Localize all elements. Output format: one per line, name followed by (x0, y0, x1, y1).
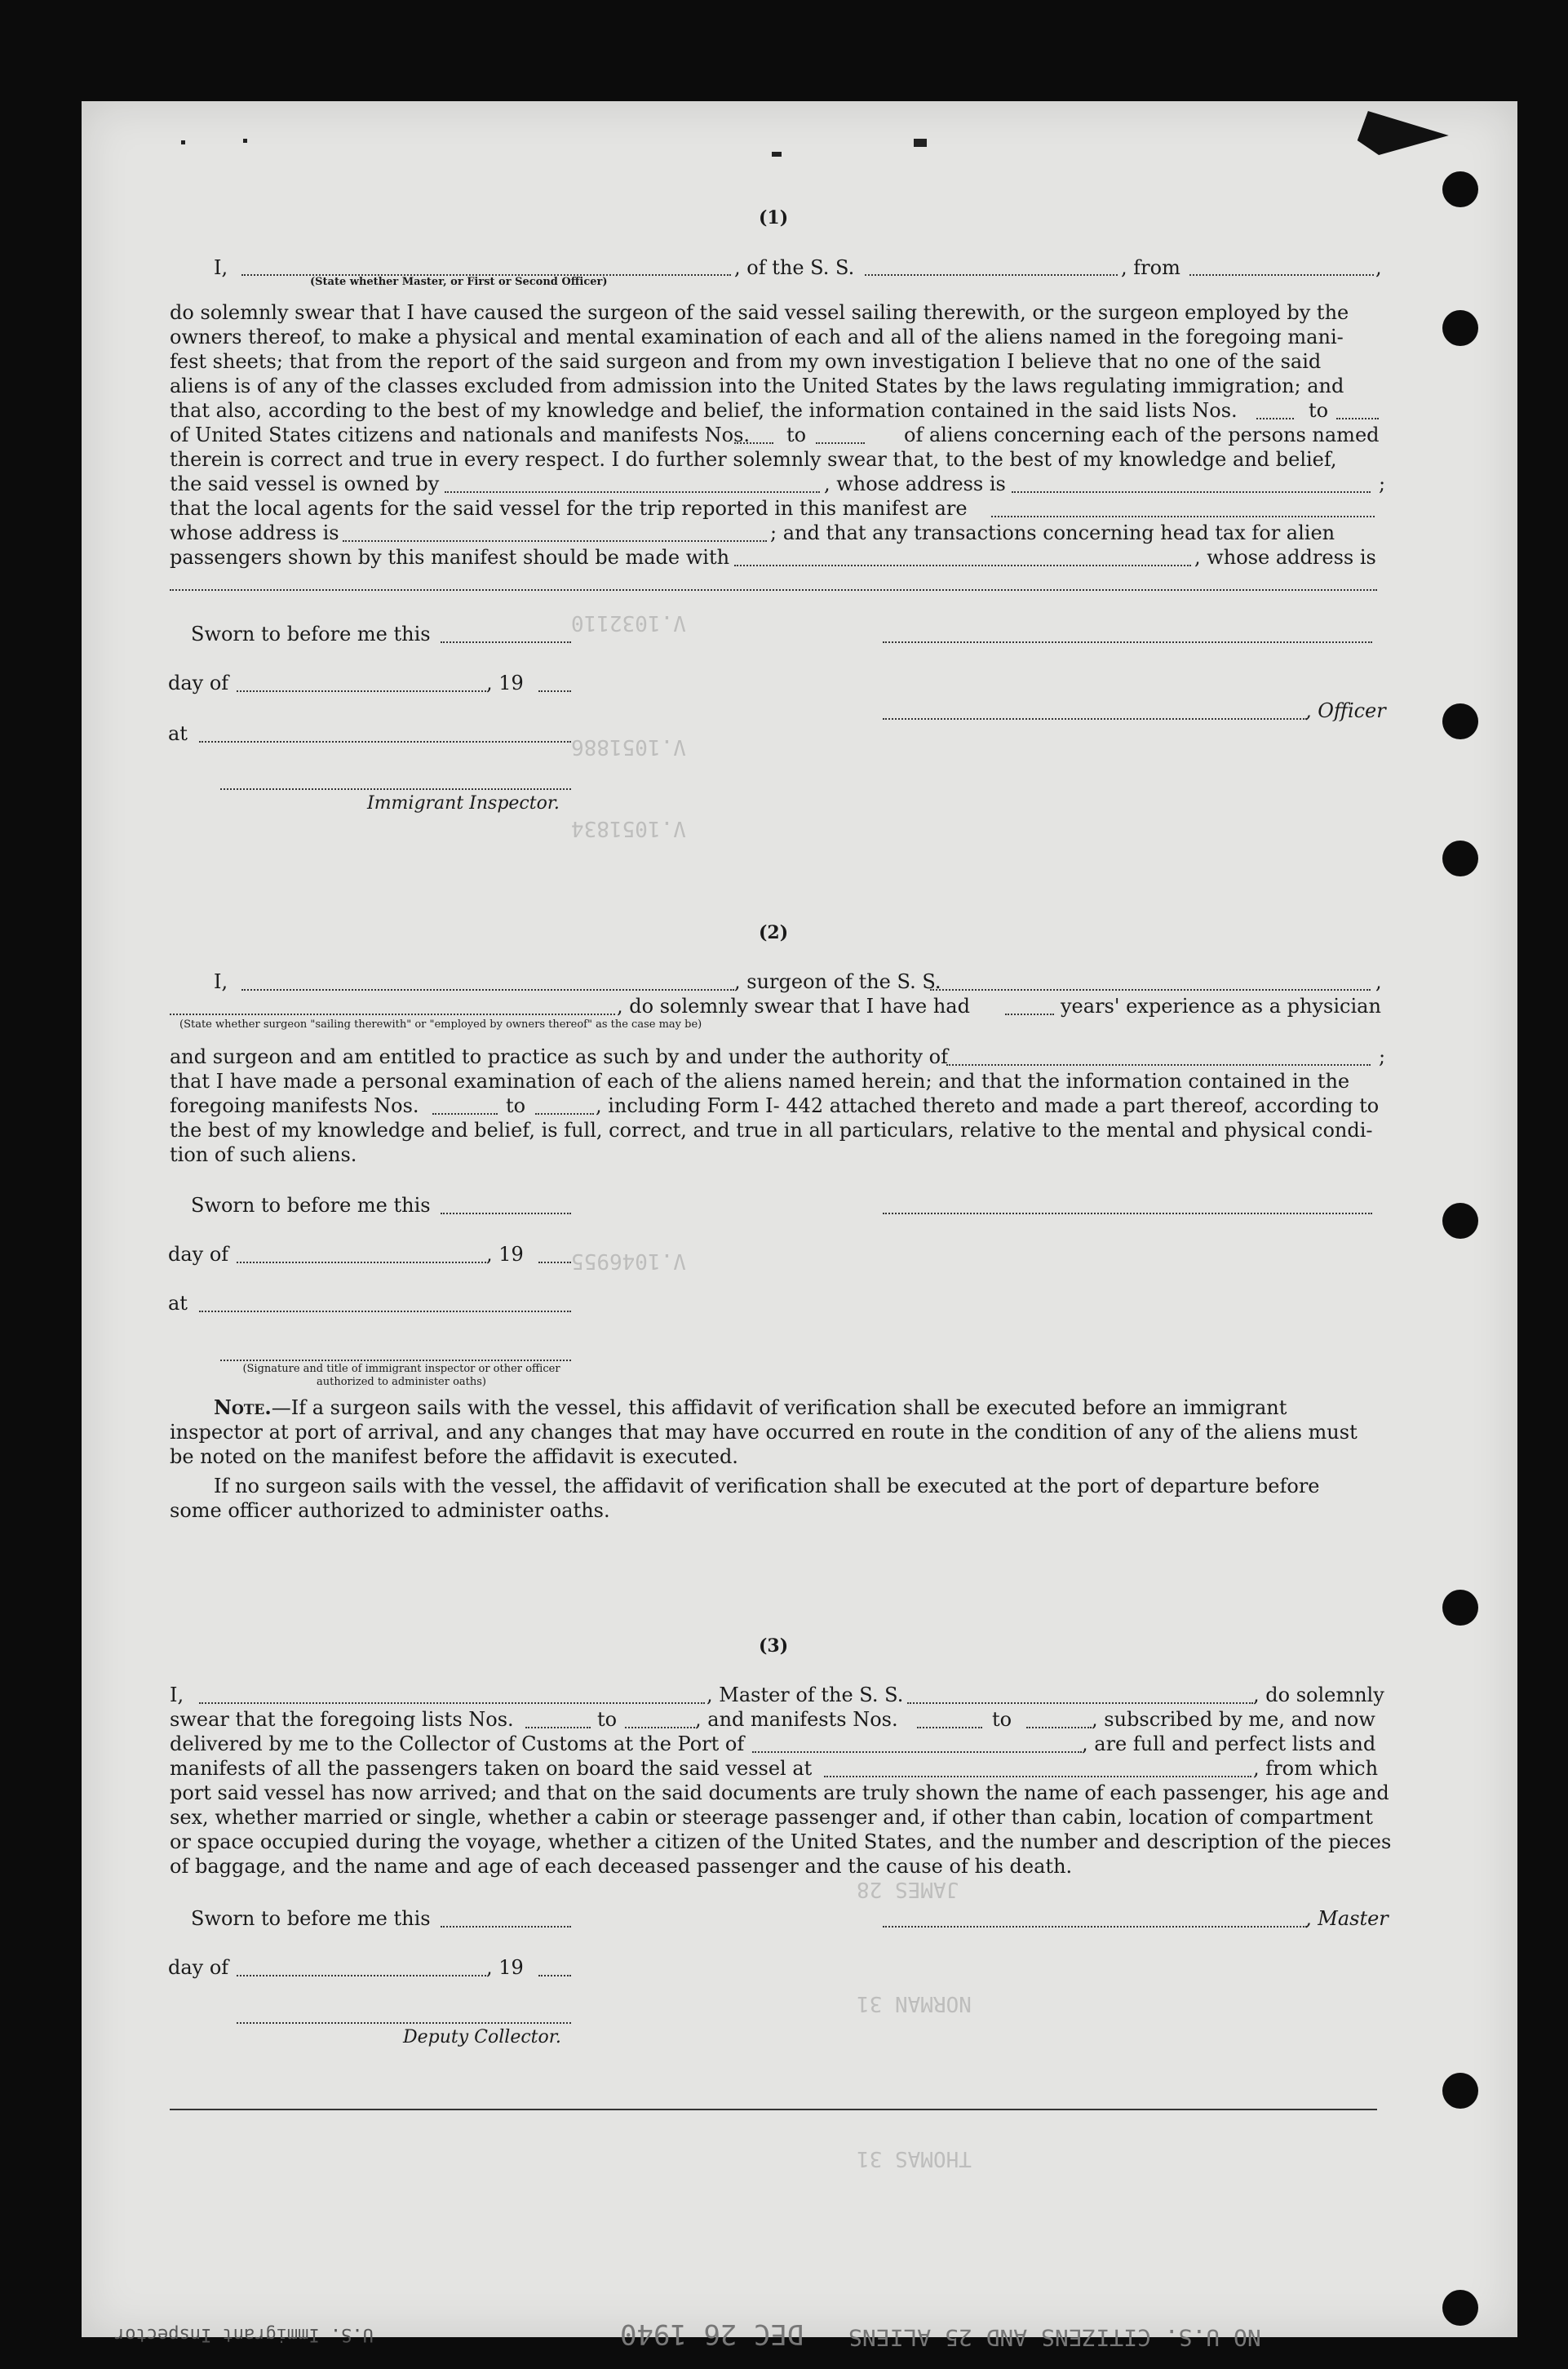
field-at[interactable] (199, 1311, 571, 1312)
experience-label: years' experience as a physician (1061, 995, 1381, 1018)
punch-hole (1442, 841, 1478, 876)
field-head-tax-agent[interactable] (734, 565, 1191, 566)
para-line: fest sheets; that from the report of the said surgeon and from my own investigation I believe that no one of the said (170, 350, 1322, 373)
from-which: , from which (1253, 1757, 1379, 1780)
note-label: Note. (214, 1395, 272, 1419)
note-line: be noted on the manifest before the affidavit is executed. (170, 1445, 738, 1468)
line-i: I, (170, 1684, 184, 1706)
field-inspector-signature[interactable] (220, 788, 571, 790)
field-manifests-from[interactable] (917, 1727, 982, 1728)
field-port[interactable] (752, 1751, 1082, 1753)
field-surgeon-status[interactable] (170, 1014, 615, 1015)
field-from[interactable] (1189, 274, 1374, 276)
bleed-through: THOMAS 31 (857, 2146, 972, 2171)
bleed-through: V.1032110 (571, 610, 686, 635)
field-officer-title[interactable] (883, 718, 1307, 720)
surgeon-of: , surgeon of the S. S. (734, 970, 941, 993)
para-line: delivered by me to the Collector of Customs at the Port of (170, 1732, 745, 1755)
field-agents-address[interactable] (343, 540, 767, 542)
speck (772, 152, 782, 157)
punch-hole (1442, 171, 1478, 207)
officer-note: (State whether Master, or First or Second Officer) (310, 276, 608, 288)
field-collector-signature[interactable] (237, 2022, 571, 2024)
field-month[interactable] (237, 690, 486, 692)
field-year[interactable] (538, 1975, 571, 1976)
para-line: aliens is of any of the classes excluded from admission into the United States by the laws regulating immigration; and (170, 375, 1344, 397)
had-label: , do solemnly swear that I have had (617, 995, 970, 1018)
para-line: owners thereof, to make a physical and mental examination of each and all of the aliens named in the foregoing mani- (170, 326, 1344, 348)
inspector-label: Immigrant Inspector. (367, 793, 560, 814)
bottom-stamp: NO U.S. CITIZENS AND 25 ALIENS (848, 2324, 1261, 2351)
punch-hole (1442, 2290, 1478, 2326)
para-line: of baggage, and the name and age of each deceased passenger and the cause of his death. (170, 1855, 1073, 1878)
para-line: passengers shown by this manifest should be made with (170, 546, 730, 569)
semicolon: ; (1379, 1045, 1386, 1068)
field-month[interactable] (237, 1262, 486, 1263)
bleed-through: V.1051886 (571, 734, 686, 759)
speck (181, 140, 185, 144)
punch-hole (1442, 2073, 1478, 2109)
year-label: , 19 (486, 1243, 524, 1266)
line-end: , (1375, 256, 1382, 279)
sworn-label: Sworn to before me this (191, 1907, 431, 1930)
para-line: port said vessel has now arrived; and that on the said documents are truly shown the name of each passenger, his age and (170, 1781, 1389, 1804)
para-line: foregoing manifests Nos. (170, 1094, 419, 1117)
para-line: that also, according to the best of my knowledge and belief, the information contained in the said lists Nos. (170, 399, 1238, 422)
para-line: the said vessel is owned by (170, 472, 440, 495)
year-label: , 19 (486, 1956, 524, 1979)
at-label: at (168, 722, 188, 745)
section-number: (1) (759, 207, 789, 228)
para-line: or space occupied during the voyage, whether a citizen of the United States, and the number and description of the pieces (170, 1830, 1392, 1853)
field-at[interactable] (199, 741, 571, 743)
para-line: swear that the foregoing lists Nos. (170, 1708, 514, 1731)
to-label: to (992, 1708, 1012, 1731)
field-officer-signature[interactable] (883, 641, 1372, 643)
to-label: to (786, 424, 807, 446)
field-agents[interactable] (991, 516, 1375, 517)
field-surgeon-name[interactable] (241, 989, 734, 991)
sworn-label: Sworn to before me this (191, 1194, 431, 1217)
field-year[interactable] (538, 690, 571, 692)
note-line (214, 1395, 1287, 1420)
note-line: some officer authorized to administer oaths. (170, 1499, 610, 1522)
field-manifests-from[interactable] (432, 1113, 498, 1115)
field-sworn-day[interactable] (441, 641, 571, 643)
whose-address: , whose address is (824, 472, 1006, 495)
bleed-through: JAMES 28 (857, 1877, 959, 1901)
para-line: tion of such aliens. (170, 1143, 357, 1166)
master-label: , Master (1305, 1907, 1389, 1930)
field-master-name[interactable] (199, 1702, 705, 1704)
punch-hole (1442, 1590, 1478, 1626)
line-i: I, (214, 970, 228, 993)
note-line: inspector at port of arrival, and any changes that may have occurred en route in the condition of any of the aliens must (170, 1421, 1358, 1444)
para-line: that the local agents for the said vessel for the trip reported in this manifest are (170, 497, 968, 520)
field-master-vessel[interactable] (907, 1702, 1253, 1704)
to-label: to (1309, 399, 1329, 422)
field-lists-from[interactable] (525, 1727, 591, 1728)
field-years[interactable] (1005, 1014, 1054, 1015)
at-label: at (168, 1292, 188, 1315)
field-authority[interactable] (946, 1064, 1371, 1066)
to-label: to (506, 1094, 526, 1117)
of-aliens: of aliens concerning each of the persons named (904, 424, 1380, 446)
field-master-signature[interactable] (883, 1926, 1307, 1928)
date-stamp: DEC 26 1940 (620, 2318, 804, 2350)
collector-label: Deputy Collector. (403, 2027, 561, 2047)
day-of: day of (168, 1243, 229, 1266)
line-i: I, (214, 256, 228, 279)
whose-address-end: , whose address is (1194, 546, 1376, 569)
para-line: manifests of all the passengers taken on board the said vessel at (170, 1757, 813, 1780)
field-month[interactable] (237, 1975, 486, 1976)
field-signature[interactable] (220, 1360, 571, 1361)
field-sworn-day[interactable] (441, 1213, 571, 1214)
field-manifests-to[interactable] (1026, 1727, 1092, 1728)
form-line: , including Form I- 442 attached thereto and made a part thereof, according to (596, 1094, 1380, 1117)
day-of: day of (168, 672, 229, 694)
bleed-through: V.1051834 (571, 816, 686, 841)
master-of: , Master of the S. S. (706, 1684, 904, 1706)
field-manifest-from[interactable] (734, 442, 773, 444)
field-manifest-to[interactable] (816, 442, 865, 444)
speck (243, 139, 247, 143)
subscribed: , subscribed by me, and now (1092, 1708, 1375, 1731)
para-line: do solemnly swear that I have caused the surgeon of the said vessel sailing therewith, or the surgeon employed by the (170, 301, 1349, 324)
para-line: the best of my knowledge and belief, is full, correct, and true in all particulars, relative to the mental and physical condi- (170, 1119, 1373, 1142)
line-from: , from (1121, 256, 1180, 279)
and-manifests: , and manifests Nos. (695, 1708, 898, 1731)
punch-hole (1442, 703, 1478, 739)
bleed-through: NORMAN 31 (857, 1991, 972, 2016)
para-line: whose address is (170, 521, 339, 544)
comma: , (1375, 970, 1382, 993)
head-tax: ; and that any transactions concerning head tax for alien (770, 521, 1335, 544)
punch-hole (1442, 310, 1478, 346)
to-label: to (597, 1708, 618, 1731)
field-manifests-to[interactable] (535, 1113, 594, 1115)
field-list-to[interactable] (1336, 418, 1379, 419)
para-line: therein is correct and true in every respect. I do further solemnly swear that, to the best of my knowledge and belief, (170, 448, 1337, 471)
section-number: (3) (759, 1635, 789, 1657)
para-line: sex, whether married or single, whether a cabin or steerage passenger and, if other than cabin, location of compartment (170, 1806, 1373, 1829)
field-head-tax-address[interactable] (170, 589, 1377, 591)
full-lists: , are full and perfect lists and (1082, 1732, 1376, 1755)
field-list-from[interactable] (1256, 418, 1294, 419)
field-owner-address[interactable] (1012, 491, 1371, 493)
divider (170, 2109, 1377, 2110)
field-surgeon-signature[interactable] (883, 1213, 1372, 1214)
field-departure-port[interactable] (824, 1776, 1251, 1777)
bleed-through: V.1046955 (571, 1249, 686, 1273)
semicolon: ; (1379, 472, 1386, 495)
speck (914, 139, 927, 147)
authority-line: and surgeon and am entitled to practice as such by and under the authority of (170, 1045, 948, 1068)
field-lists-to[interactable] (625, 1727, 695, 1728)
solemnly: , do solemnly (1253, 1684, 1384, 1706)
note-text: —If a surgeon sails with the vessel, this affidavit of verification shall be executed before an immigrant (271, 1396, 1287, 1419)
surgeon-note: (State whether surgeon "sailing therewith" or "employed by owners thereof" as the case may be) (179, 1018, 702, 1031)
para-line: that I have made a personal examination of each of the aliens named herein; and that the information contained in the (170, 1070, 1350, 1093)
field-sworn-day[interactable] (441, 1926, 571, 1928)
line-of-ss: , of the S. S. (734, 256, 855, 279)
sworn-label: Sworn to before me this (191, 623, 431, 645)
field-owner[interactable] (445, 491, 820, 493)
inspector-stamp: U.S. Immigrant Inspector (114, 2324, 374, 2345)
field-surgeon-vessel[interactable] (930, 989, 1371, 991)
section-number: (2) (759, 922, 789, 943)
field-year[interactable] (538, 1262, 571, 1263)
field-vessel[interactable] (865, 274, 1118, 276)
officer-label: , Officer (1305, 699, 1386, 722)
year-label: , 19 (486, 672, 524, 694)
note-line: If no surgeon sails with the vessel, the affidavit of verification shall be executed at the port of departure before (214, 1475, 1320, 1497)
signature-note: (Signature and title of immigrant inspector or other officer authorized to administer oaths) (242, 1363, 560, 1388)
day-of: day of (168, 1956, 229, 1979)
punch-hole (1442, 1203, 1478, 1239)
para-line: of United States citizens and nationals and manifests Nos. (170, 424, 751, 446)
